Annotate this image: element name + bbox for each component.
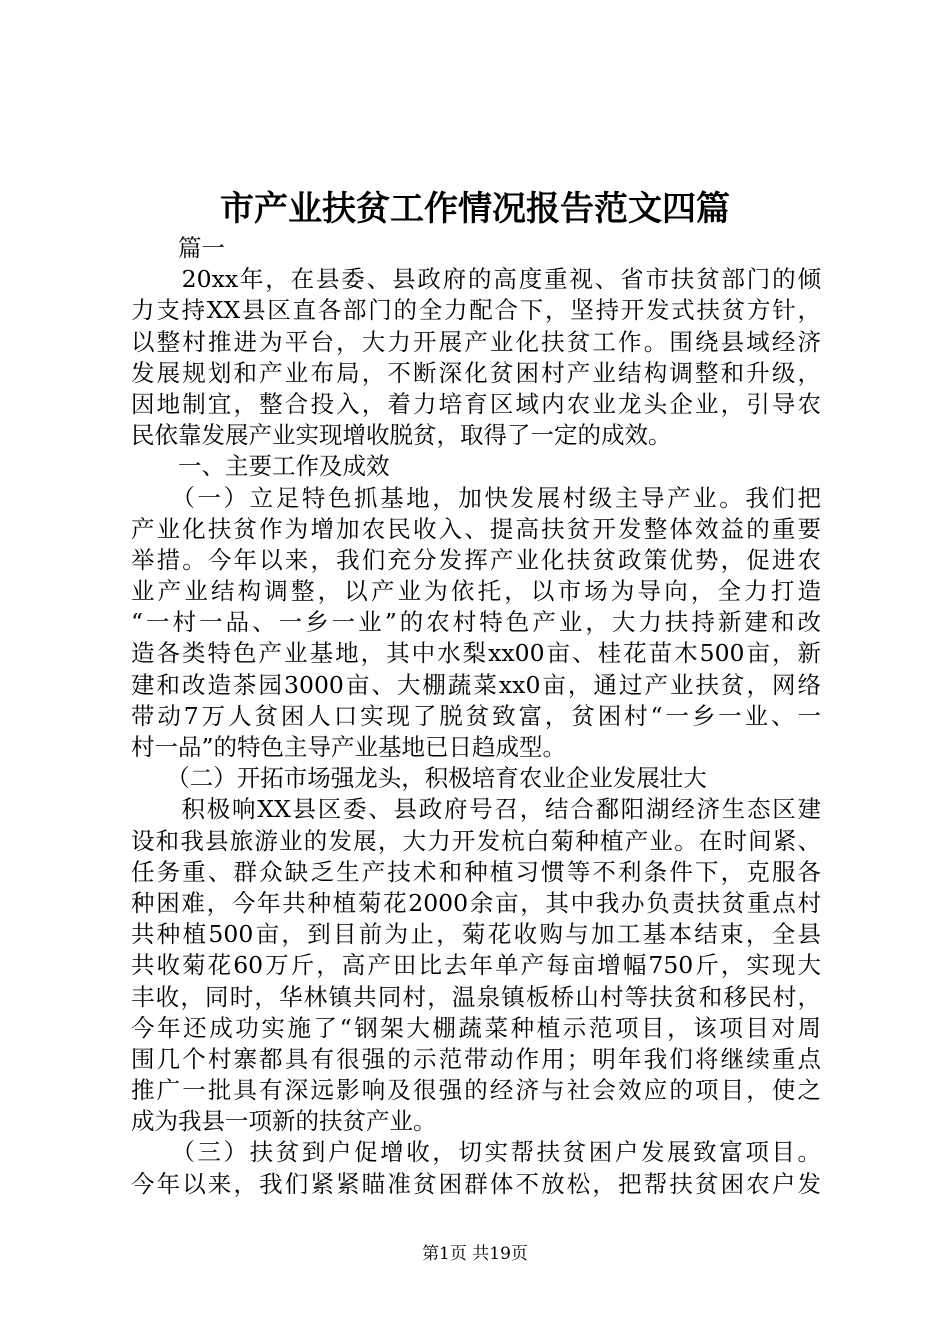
body-text-line: 积极响XX县区委、县政府号召，结合鄱阳湖经济生态区建: [131, 795, 821, 824]
body-text-line: 一、主要工作及成效: [131, 452, 390, 481]
body-text-line: 产业化扶贫作为增加农民收入、提高扶贫开发整体效益的重要: [131, 514, 821, 543]
body-text-line: 今年还成功实施了“钢架大棚蔬菜种植示范项目，该项目对周: [131, 1013, 821, 1042]
body-text-line: 共收菊花60万斤，高产田比去年单产每亩增幅750斤，实现大: [131, 951, 821, 980]
body-text-line: 种困难，今年共种植菊花2000余亩，其中我办负责扶贫重点村: [131, 888, 821, 917]
body-text-line: 建和改造茶园3000亩、大棚蔬菜xx0亩，通过产业扶贫，网络: [131, 670, 821, 699]
body-text-line: 举措。今年以来，我们充分发挥产业化扶贫政策优势，促进农: [131, 545, 821, 574]
body-text-line: （二）开拓市场强龙头，积极培育农业企业发展壮大: [131, 764, 707, 793]
body-text-line: 设和我县旅游业的发展，大力开发杭白菊种植产业。在时间紧、: [131, 826, 821, 855]
body-text-line: 围几个村寨都具有很强的示范带动作用；明年我们将继续重点: [131, 1044, 821, 1073]
body-text-line: 20xx年，在县委、县政府的高度重视、省市扶贫部门的倾: [131, 265, 821, 294]
document-title: 市产业扶贫工作情况报告范文四篇: [220, 189, 730, 229]
body-text-line: “一村一品、一乡一业”的农村特色产业，大力扶持新建和改: [131, 608, 821, 637]
body-text-line: 发展规划和产业布局，不断深化贫困村产业结构调整和升级，: [131, 358, 821, 387]
page-footer: 第1页 共19页: [422, 1244, 528, 1264]
body-text-line: 共种植500亩，到目前为止，菊花收购与加工基本结束，全县: [131, 920, 821, 949]
body-text-line: 民依靠发展产业实现增收脱贫，取得了一定的成效。: [131, 421, 672, 450]
body-text-line: 以整村推进为平台，大力开展产业化扶贫工作。围绕县域经济: [131, 327, 821, 356]
body-text-line: 业产业结构调整，以产业为依托，以市场为导向，全力打造: [131, 577, 821, 606]
body-text-line: 成为我县一项新的扶贫产业。: [131, 1107, 437, 1136]
body-text-line: 力支持XX县区直各部门的全力配合下，坚持开发式扶贫方针，: [131, 296, 821, 325]
body-text-line: 推广一批具有深远影响及很强的经济与社会效应的项目，使之: [131, 1076, 821, 1105]
body-text-line: （一）立足特色抓基地，加快发展村级主导产业。我们把: [131, 483, 821, 512]
body-text-line: 丰收，同时，华林镇共同村，温泉镇板桥山村等扶贫和移民村，: [131, 982, 821, 1011]
document-body: [131, 233, 821, 1200]
body-text-line: （三）扶贫到户促增收，切实帮扶贫困户发展致富项目。: [131, 1138, 821, 1167]
body-text-line: 因地制宜，整合投入，着力培育区域内农业龙头企业，引导农: [131, 389, 821, 418]
body-text-line: 任务重、群众缺乏生产技术和种植习惯等不利条件下，克服各: [131, 857, 821, 886]
body-text-line: 带动7万人贫困人口实现了脱贫致富，贫困村“一乡一业、一: [131, 701, 821, 730]
body-text-line: 今年以来，我们紧紧瞄准贫困群体不放松，把帮扶贫困农户发: [131, 1169, 821, 1198]
body-text-line: 篇一: [131, 234, 225, 262]
body-text-line: 村一品”的特色主导产业基地已日趋成型。: [131, 733, 567, 761]
body-text-line: 造各类特色产业基地，其中水梨xx00亩、桂花苗木500亩，新: [131, 639, 821, 668]
